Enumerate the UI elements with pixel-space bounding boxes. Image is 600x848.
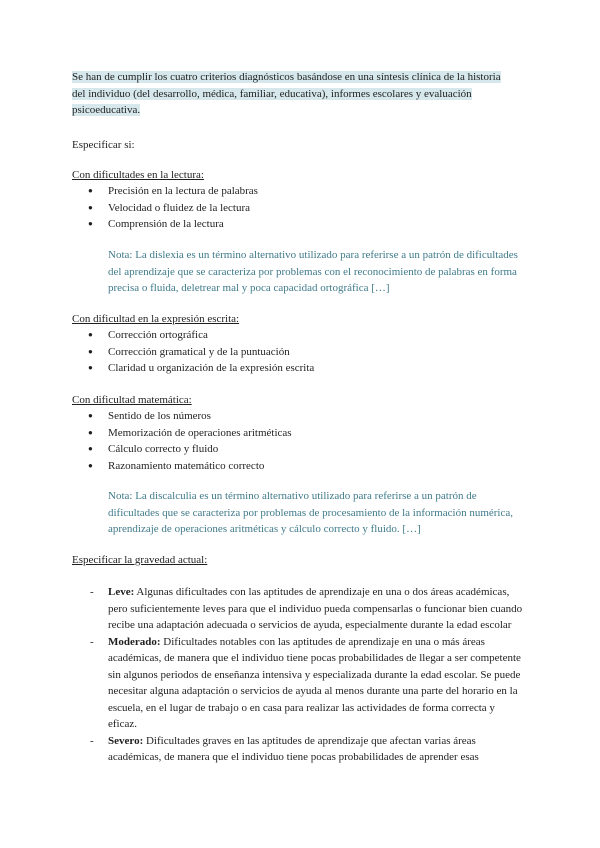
severity-item-leve <box>72 584 524 634</box>
severity-heading: Especificar la gravedad actual: <box>72 554 208 566</box>
list-item: ● Corrección gramatical y de la puntuación <box>72 344 314 361</box>
severity-label: Moderado: <box>108 635 161 648</box>
list-item: ● Memorización de operaciones aritméticas <box>72 425 292 442</box>
writing-list <box>72 327 314 377</box>
list-item: ● Cálculo correcto y fluido <box>72 441 292 458</box>
list-item: ● Sentido de los números <box>72 408 292 425</box>
intro-highlight: Se han de cumplir los cuatro criterios diagnósticos basándose en una síntesis clínica de la historia del individuo (del desarrollo, médica, familiar, educativa), informes escolares y evaluación psicoeducativa. <box>72 71 501 116</box>
list-item: ● Corrección ortográfica <box>72 327 314 344</box>
severity-label: Leve: <box>108 586 135 598</box>
severity-item-severo <box>72 733 524 766</box>
severity-list <box>72 584 524 766</box>
list-item: ● Comprensión de la lectura <box>72 216 258 233</box>
dyslexia-note: Nota: La dislexia es un término alternativo utilizado para referirse a un patrón de dificultades del aprendizaje que se caracteriza por problemas con el reconocimiento de palabras en forma precisa o fluida, deletrear mal y poca capacidad ortográfica […] <box>108 249 518 294</box>
reading-heading: Con dificultades en la lectura: <box>72 169 204 181</box>
severity-label: Severo: <box>108 734 144 747</box>
math-list <box>72 408 292 474</box>
severity-text: Dificultades notables con las aptitudes de aprendizaje en una o más áreas académicas, de manera que el individuo tiene pocas probabilidades de llegar a ser competente sin algunos periodos de enseñanza intensiva y especializada durante la edad escolar. Se puede necesitar alguna adaptación o servicios de ayuda al menos durante una parte del horario en la escuela, en el lugar de trabajo o en casa para realizar las actividades de forma correcta y eficaz. <box>108 635 521 730</box>
reading-list <box>72 183 258 233</box>
severity-text: Algunas dificultades con las aptitudes de aprendizaje en una o dos áreas académicas, pero suficientemente leves para que el individuo pueda compensarlas o funcionar bien cuando recibe una adaptación adecuada o servicios de ayuda, especialmente durante la edad escolar <box>108 586 523 631</box>
list-item: ● Claridad u organización de la expresión escrita <box>72 360 314 377</box>
severity-item-moderado <box>72 634 524 733</box>
dyscalculia-note: Nota: La discalculia es un término alternativo utilizado para referirse a un patrón de dificultades que se caracteriza por problemas de procesamiento de la información numérica, aprendizaje de operaciones aritméticas y cálculo correcto y fluido. […] <box>108 490 513 535</box>
writing-heading: Con dificultad en la expresión escrita: <box>72 313 240 325</box>
list-item: ● Razonamiento matemático correcto <box>72 458 292 475</box>
list-item: ● Precisión en la lectura de palabras <box>72 183 258 200</box>
math-heading: Con dificultad matemática: <box>72 394 192 406</box>
specify-label: Especificar si: <box>72 139 135 151</box>
intro-paragraph <box>72 69 512 119</box>
severity-text: Dificultades graves en las aptitudes de aprendizaje que afectan varias áreas académicas, de manera que el individuo tiene pocas probabilidades de aprender esas <box>108 734 479 763</box>
list-item: ● Velocidad o fluidez de la lectura <box>72 200 258 217</box>
